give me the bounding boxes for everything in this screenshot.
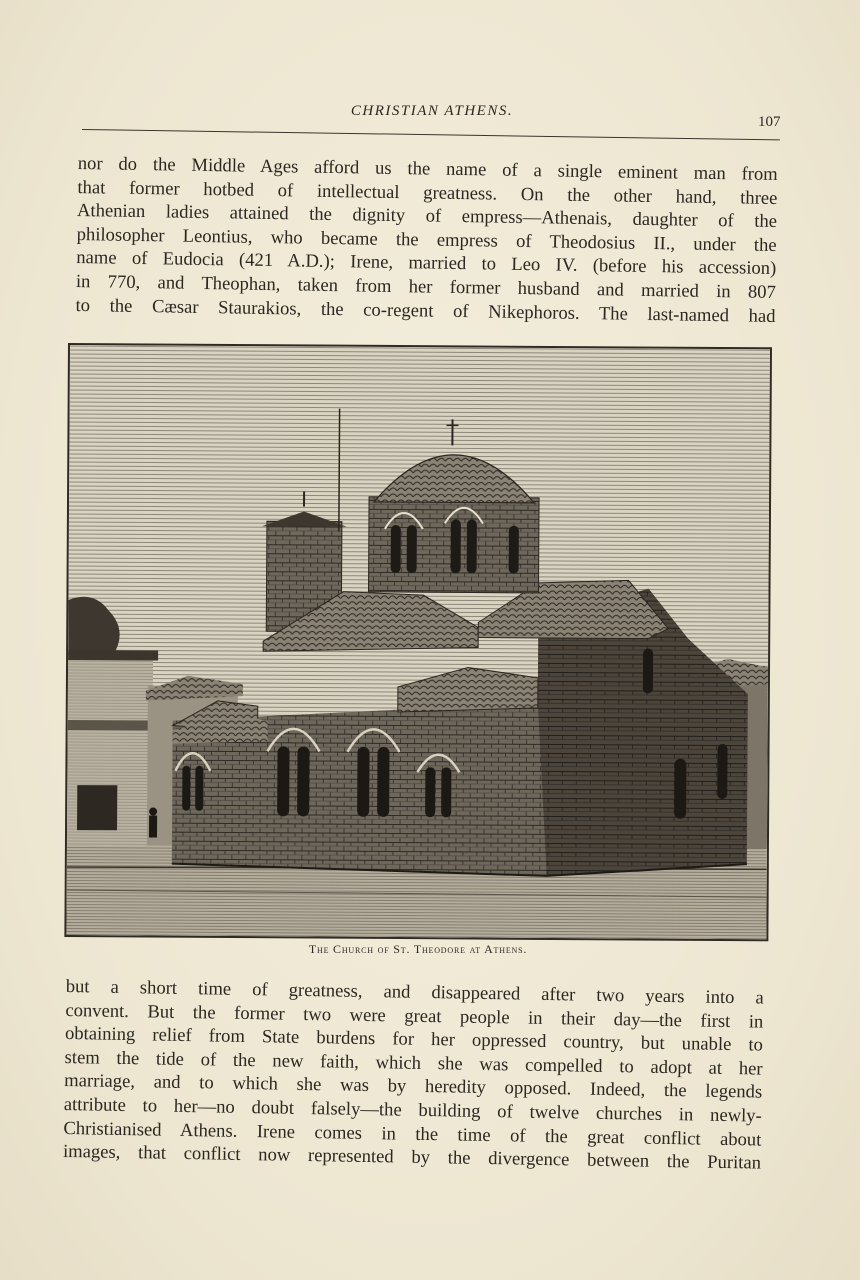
paragraph-bottom [63, 975, 764, 1175]
text-line: that former hotbed of intellectual greatness. On the other hand, three [77, 176, 778, 209]
text-line: name of Eudocia (421 A.D.); Irene, married to Leo IV. (before his accession) [76, 247, 777, 280]
text-line: to the Cæsar Staurakios, the co-regent of Nikephoros. The last-named had [75, 294, 776, 327]
text-line: attribute to her—no doubt falsely—the building of twelve churches in newly- [63, 1093, 762, 1127]
text-line: convent. But the former two were great people in their day—the first in [65, 999, 764, 1033]
text-line: nor do the Middle Ages afford us the name of a single eminent man from [77, 152, 778, 185]
text-line: images, that conflict now represented by the divergence between the Puritan [62, 1141, 762, 1174]
text-line: obtaining relief from State burdens for her oppressed country, but unable to [64, 1023, 764, 1056]
text-line: but a short time of greatness, and disappeared after two years into a [65, 975, 764, 1009]
text-line: marriage, and to which she was by heredity opposed. Indeed, the legends [64, 1070, 763, 1103]
text-line: in 770, and Theophan, taken from her former husband and married in 807 [75, 270, 777, 303]
figure-caption: The Church of St. Theodore at Athens. [308, 942, 528, 956]
running-head: CHRISTIAN ATHENS. [350, 103, 514, 119]
page-number: 107 [758, 114, 781, 130]
text-line: stem the tide of the new faith, which she was compelled to adopt at her [64, 1046, 763, 1080]
paragraph-top [75, 152, 778, 328]
church-engraving [64, 343, 772, 941]
text-line: Christianised Athens. Irene comes in the time of the great conflict about [63, 1117, 762, 1151]
text-line: philosopher Leontius, who became the empress of Theodosius II., under the [76, 223, 777, 256]
text-line: Athenian ladies attained the dignity of empress—Athenais, daughter of the [76, 200, 778, 233]
header-rule [82, 129, 780, 140]
